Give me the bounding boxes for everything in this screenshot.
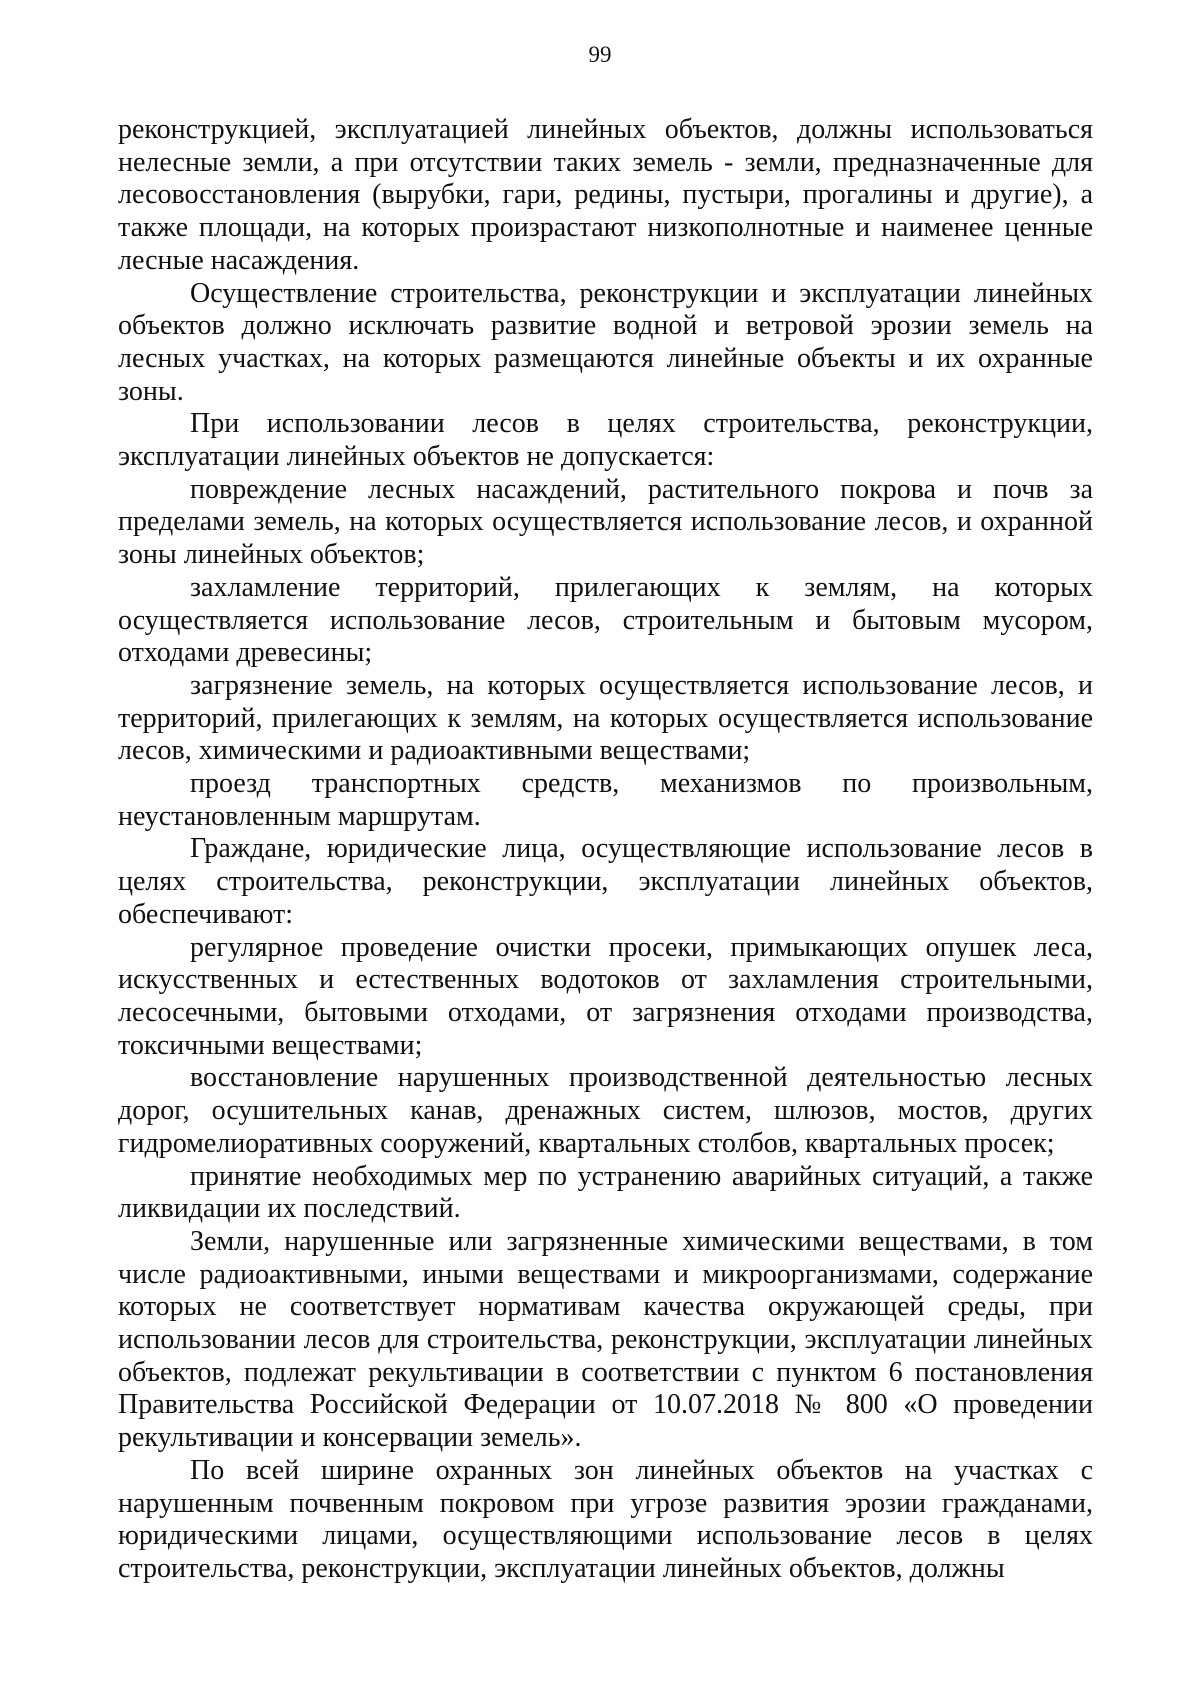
- paragraph: Граждане, юридические лица, осуществляющие использование лесов в целях строительства, реконструкции, эксплуатации линейных объектов, обеспечивают:: [118, 833, 1093, 930]
- list-item-paragraph: захламление территорий, прилегающих к землям, на которых осуществляется использование лесов, строительным и бытовым мусором, отходами древесины;: [118, 571, 1093, 669]
- list-item-paragraph: восстановление нарушенных производственной деятельностью лесных дорог, осушительных канав, дренажных систем, шлюзов, мостов, других гидромелиоративных сооружений, квартальных столбов, квартальных просек;: [118, 1062, 1093, 1159]
- paragraph: Осуществление строительства, реконструкции и эксплуатации линейных объектов должно исключать развитие водной и ветровой эрозии земель на лесных участках, на которых размещаются линейные объекты и их охранные зоны.: [118, 277, 1093, 407]
- paragraph: По всей ширине охранных зон линейных объектов на участках с нарушенным почвенным покровом при угрозе развития эрозии гражданами, юридическими лицами, осуществляющими использование лесов в целях строительства, реконструкции, эксплуатации линейных объектов, должны: [118, 1454, 1093, 1584]
- list-item-paragraph: регулярное проведение очистки просеки, примыкающих опушек леса, искусственных и естественных водотоков от захламления строительными, лесосечными, бытовыми отходами, от загрязнения отходами производства, токсичными веществами;: [118, 931, 1093, 1061]
- page-number: 99: [588, 42, 612, 67]
- list-item-paragraph: загрязнение земель, на которых осуществляется использование лесов, и территорий, прилегающих к землям, на которых осуществляется использование лесов, химическими и радиоактивными веществами;: [118, 669, 1093, 767]
- paragraph-continuation: реконструкцией, эксплуатацией линейных объектов, должны использоваться нелесные земли, а при отсутствии таких земель - земли, предназначенные для лесовосстановления (вырубки, гари, редины, пустыри, прогалины и другие), а также площади, на которых произрастают низкополнотные и наименее ценные лесные насаждения.: [118, 114, 1093, 276]
- list-item-paragraph: принятие необходимых мер по устранению аварийных ситуаций, а также ликвидации их последствий.: [118, 1160, 1093, 1225]
- body-text: [118, 114, 1093, 1586]
- list-item-paragraph: проезд транспортных средств, механизмов по произвольным, неустановленным маршрутам.: [118, 768, 1093, 832]
- paragraph: Земли, нарушенные или загрязненные химическими веществами, в том числе радиоактивными, иными веществами и микроорганизмами, содержание которых не соответствует нормативам качества окружающей среды, при использовании лесов для строительства, реконструкции, эксплуатации линейных объектов, подлежат рекультивации в соответствии с пунктом 6 постановления Правительства Российской Федерации от 10.07.2018 № 800 «О проведении рекультивации и консервации земель».: [118, 1225, 1093, 1454]
- paragraph: При использовании лесов в целях строительства, реконструкции, эксплуатации линейных объектов не допускается:: [118, 408, 1093, 473]
- list-item-paragraph: повреждение лесных насаждений, растительного покрова и почв за пределами земель, на которых осуществляется использование лесов, и охранной зоны линейных объектов;: [118, 473, 1093, 571]
